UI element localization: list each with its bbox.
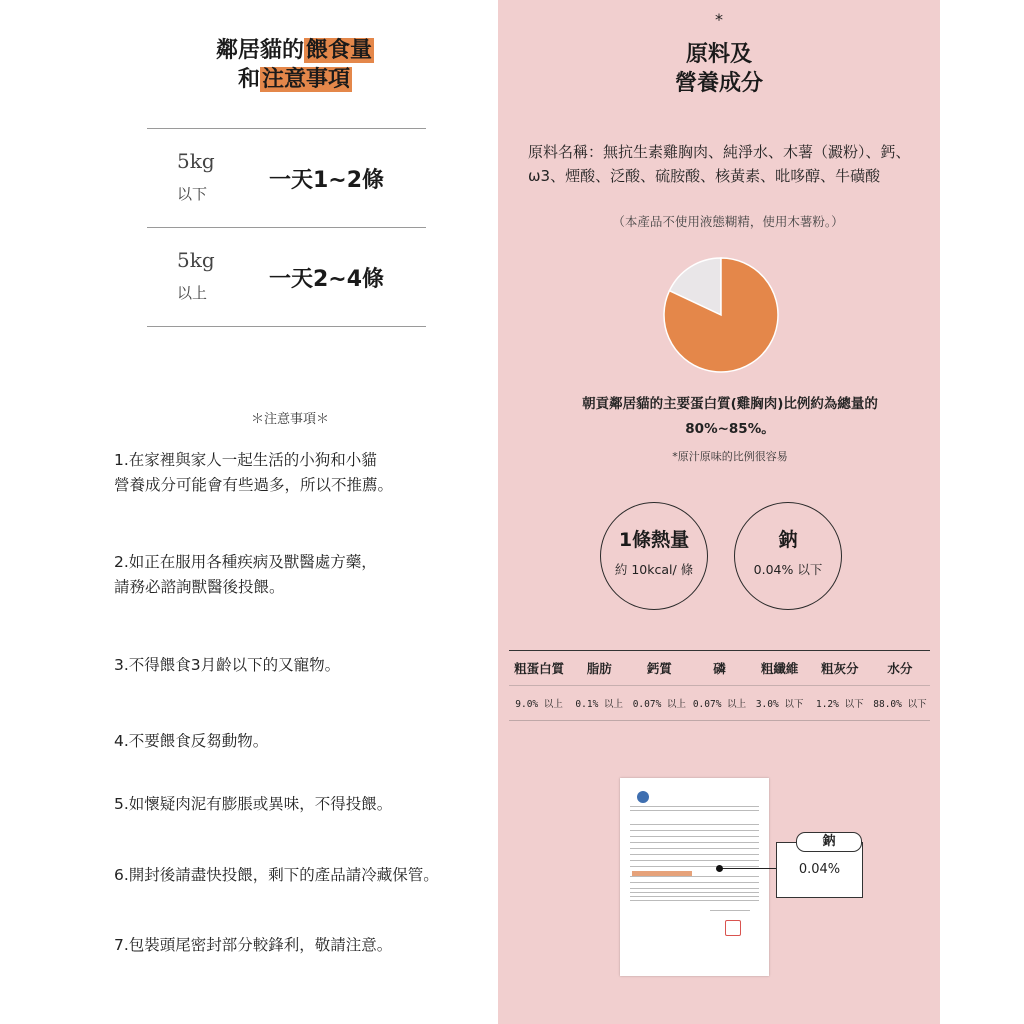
feeding-amount: 一天2~4條 bbox=[269, 267, 385, 292]
circle-value: 0.04% 以下 bbox=[753, 562, 823, 577]
nutrition-value-row bbox=[509, 685, 930, 720]
note-item: 2.如正在服用各種疾病及獸醫處方藥， 請務必諮詢獸醫後投餵。 bbox=[114, 553, 377, 596]
feeding-range: 以下 bbox=[177, 185, 208, 203]
title-text: 和 bbox=[237, 67, 260, 92]
sodium-callout-tag: 鈉 bbox=[796, 832, 862, 852]
nutrition-value: 88.0% 以下 bbox=[873, 699, 927, 710]
circle-title: 鈉 bbox=[778, 529, 798, 551]
ingredients-title: 原料及 營養成分 bbox=[674, 42, 763, 96]
nutrition-value: 9.0% 以上 bbox=[515, 699, 563, 710]
note-item: 6.開封後請盡快投餵，剩下的產品請冷藏保管。 bbox=[114, 866, 439, 884]
feeding-table bbox=[147, 128, 426, 327]
ingredients-note: （本產品不使用液態糊精，使用木薯粉。） bbox=[612, 214, 844, 229]
nutrition-header: 粗蛋白質 bbox=[514, 661, 565, 676]
protein-line: 朝貢鄰居貓的主要蛋白質(雞胸肉)比例約為總量的 bbox=[582, 396, 878, 412]
nutrition-value: 0.07% 以上 bbox=[632, 699, 687, 710]
note-item: 3.不得餵食3月齡以下的又寵物。 bbox=[114, 656, 341, 674]
test-certificate-image bbox=[620, 778, 769, 976]
notes-title: ＊注意事項＊ bbox=[250, 412, 329, 427]
university-logo-icon bbox=[637, 791, 649, 803]
star-mark: * bbox=[715, 10, 723, 29]
ingredients-text: 原料名稱：無抗生素雞胸肉、純淨水、木薯（澱粉）、鈣、ω3、煙酸、泛酸、硫胺酸、核黃素、吡哆醇、牛磺酸 bbox=[528, 143, 911, 185]
nutrition-value: 1.2% 以下 bbox=[815, 699, 864, 710]
nutrition-value: 3.0% 以下 bbox=[755, 699, 804, 710]
protein-ratio-text bbox=[530, 392, 930, 442]
note-item: 1.在家裡與家人一起生活的小狗和小貓 營養成分可能會有些過多，所以不推薦。 bbox=[114, 451, 394, 494]
nutrition-header: 粗纖維 bbox=[760, 661, 799, 676]
title-text: 鄰居貓的 bbox=[215, 38, 304, 63]
nutrition-header: 粗灰分 bbox=[821, 661, 859, 676]
circle-title: 1條熱量 bbox=[618, 529, 690, 551]
nutrition-value: 0.07% 以上 bbox=[692, 699, 747, 710]
nutrition-value: 0.1% 以上 bbox=[575, 699, 624, 710]
callout-connector bbox=[720, 868, 776, 869]
calorie-circle bbox=[600, 502, 708, 610]
feeding-weight: 5kg bbox=[177, 248, 215, 272]
note-item: 4.不要餵食反芻動物。 bbox=[114, 732, 269, 750]
note-item: 5.如懷疑肉泥有膨脹或異味，不得投餵。 bbox=[114, 795, 393, 813]
sodium-callout-value: 0.04% bbox=[798, 862, 841, 877]
note-item: 7.包裝頭尾密封部分較鋒利，敬請注意。 bbox=[114, 936, 393, 954]
nutrition-header: 鈣質 bbox=[646, 661, 672, 676]
callout-dot-icon bbox=[716, 865, 723, 872]
nutrition-header: 磷 bbox=[713, 661, 726, 676]
protein-line: 80%~85%。 bbox=[685, 421, 775, 437]
feeding-range: 以上 bbox=[177, 284, 208, 302]
nutrition-table bbox=[509, 650, 930, 721]
feeding-weight: 5kg bbox=[177, 149, 215, 173]
circle-value: 約 10kcal/ 條 bbox=[614, 562, 694, 577]
title-highlight: 注意事項 bbox=[262, 67, 351, 92]
protein-note: *原汁原味的比例很容易 bbox=[672, 450, 788, 463]
feeding-row bbox=[147, 227, 426, 327]
title-highlight: 餵食量 bbox=[306, 38, 373, 63]
protein-pie-chart bbox=[662, 256, 780, 374]
feeding-row bbox=[147, 128, 426, 227]
feeding-title bbox=[150, 36, 440, 94]
nutrition-header: 脂肪 bbox=[586, 661, 612, 676]
sodium-circle bbox=[734, 502, 842, 610]
official-stamp-icon bbox=[725, 920, 741, 936]
nutrition-header: 水分 bbox=[887, 661, 913, 676]
feeding-amount: 一天1~2條 bbox=[269, 168, 385, 193]
nutrition-header-row bbox=[509, 651, 930, 685]
